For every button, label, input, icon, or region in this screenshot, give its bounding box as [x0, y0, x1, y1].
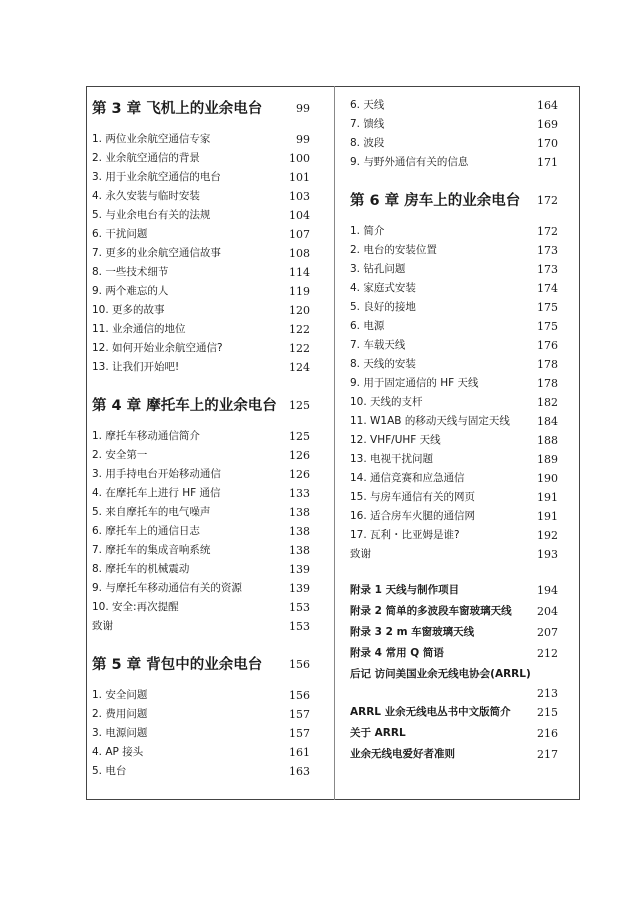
- entry-title: 3. 用手持电台开始移动通信: [92, 468, 221, 480]
- entry-page: 175: [537, 301, 558, 314]
- toc-entry[interactable]: [350, 134, 558, 153]
- entry-page: 108: [289, 247, 310, 260]
- toc-entry[interactable]: [92, 705, 310, 724]
- toc-entry[interactable]: [92, 503, 310, 522]
- entry-page: 119: [289, 285, 310, 298]
- entry-title: 关于 ARRL: [350, 727, 406, 739]
- chapter-3-heading[interactable]: [92, 96, 310, 122]
- toc-entry[interactable]: [92, 225, 310, 244]
- toc-entry[interactable]: [92, 617, 310, 636]
- entry-title: 6. 电源: [350, 320, 385, 332]
- extra-entries: [350, 702, 558, 765]
- appendix-entries: [350, 580, 558, 664]
- toc-entry[interactable]: [92, 446, 310, 465]
- entry-page: 169: [537, 118, 558, 131]
- afterword-page: 213: [537, 687, 558, 700]
- entry-page: 173: [537, 244, 558, 257]
- entry-title: 11. W1AB 的移动天线与固定天线: [350, 415, 510, 427]
- entry-page: 204: [537, 605, 558, 618]
- toc-entry[interactable]: [350, 545, 558, 564]
- toc-entry[interactable]: [350, 744, 558, 765]
- chapter-4-entries: [92, 427, 310, 636]
- entry-title: 12. VHF/UHF 天线: [350, 434, 441, 446]
- entry-title: 后记 访问美国业余无线电协会(ARRL): [350, 668, 531, 680]
- toc-entry[interactable]: [92, 484, 310, 503]
- column-divider: [334, 86, 335, 800]
- entry-title: 8. 摩托车的机械震动: [92, 563, 190, 575]
- toc-entry[interactable]: [92, 263, 310, 282]
- entry-page: 156: [289, 689, 310, 702]
- chapter-title: 第 3 章 飞机上的业余电台: [92, 101, 263, 117]
- entry-page: 138: [289, 506, 310, 519]
- toc-entry[interactable]: [350, 412, 558, 431]
- toc-entry[interactable]: [350, 622, 558, 643]
- entry-page: 217: [537, 748, 558, 761]
- entry-page: 107: [289, 228, 310, 241]
- entry-page: 124: [289, 361, 310, 374]
- entry-page: 215: [537, 706, 558, 719]
- entry-title: 2. 电台的安装位置: [350, 244, 437, 256]
- toc-entry[interactable]: [350, 601, 558, 622]
- entry-page: 194: [537, 584, 558, 597]
- entry-title: 5. 来自摩托车的电气噪声: [92, 506, 211, 518]
- toc-entry[interactable]: [350, 431, 558, 450]
- entry-title: 附录 1 天线与制作项目: [350, 584, 460, 596]
- entry-page: 163: [289, 765, 310, 778]
- entry-title: 1. 简介: [350, 225, 385, 237]
- toc-entry[interactable]: [350, 336, 558, 355]
- entry-title: 9. 与摩托车移动通信有关的资源: [92, 582, 242, 594]
- entry-page: 100: [289, 152, 310, 165]
- entry-page: 164: [537, 99, 558, 112]
- toc-entry[interactable]: [92, 579, 310, 598]
- toc-right-column: [350, 96, 558, 765]
- entry-title: 2. 费用问题: [92, 708, 148, 720]
- entry-title: 8. 一些技术细节: [92, 266, 169, 278]
- entry-page: 182: [537, 396, 558, 409]
- toc-entry[interactable]: [350, 507, 558, 526]
- toc-entry[interactable]: [350, 222, 558, 241]
- entry-title: 14. 通信竞赛和应急通信: [350, 472, 465, 484]
- toc-entry[interactable]: [92, 743, 310, 762]
- entry-title: 5. 良好的接地: [350, 301, 416, 313]
- chapter-title: 第 4 章 摩托车上的业余电台: [92, 398, 277, 414]
- entry-title: 1. 安全问题: [92, 689, 148, 701]
- entry-page: 175: [537, 320, 558, 333]
- toc-entry[interactable]: [92, 465, 310, 484]
- afterword-entry[interactable]: [350, 664, 558, 685]
- entry-title: 业余无线电爱好者准则: [350, 748, 455, 760]
- entry-page: 178: [537, 377, 558, 390]
- toc-entry[interactable]: [92, 598, 310, 617]
- entry-title: 2. 业余航空通信的背景: [92, 152, 200, 164]
- toc-entry[interactable]: [92, 206, 310, 225]
- toc-entry[interactable]: [92, 724, 310, 743]
- toc-entry[interactable]: [92, 149, 310, 168]
- entry-page: 125: [289, 430, 310, 443]
- chapter-6-heading[interactable]: [350, 188, 558, 214]
- entry-page: 101: [289, 171, 310, 184]
- entry-title: 7. 车载天线: [350, 339, 406, 351]
- toc-entry[interactable]: [350, 96, 558, 115]
- entry-page: 122: [289, 342, 310, 355]
- entry-title: 4. 在摩托车上进行 HF 通信: [92, 487, 221, 499]
- entry-title: 11. 业余通信的地位: [92, 323, 186, 335]
- chapter-page: 125: [289, 399, 310, 412]
- entry-page: 120: [289, 304, 310, 317]
- entry-title: 6. 天线: [350, 99, 385, 111]
- entry-page: 170: [537, 137, 558, 150]
- toc-entry[interactable]: [350, 393, 558, 412]
- entry-page: 153: [289, 601, 310, 614]
- entry-title: 17. 瓦利・比亚姆是谁?: [350, 529, 460, 541]
- chapter-4-heading[interactable]: [92, 393, 310, 419]
- entry-title: 15. 与房车通信有关的网页: [350, 491, 476, 503]
- entry-title: 2. 安全第一: [92, 449, 148, 461]
- toc-entry[interactable]: [92, 541, 310, 560]
- entry-title: 9. 两个难忘的人: [92, 285, 169, 297]
- entry-title: 4. 家庭式安装: [350, 282, 416, 294]
- chapter-page: 156: [289, 658, 310, 671]
- entry-title: 1. 两位业余航空通信专家: [92, 133, 211, 145]
- entry-title: 6. 干扰问题: [92, 228, 148, 240]
- chapter-6-entries: [350, 222, 558, 564]
- entry-page: 126: [289, 468, 310, 481]
- chapter-5-heading[interactable]: [92, 652, 310, 678]
- entry-page: 138: [289, 525, 310, 538]
- chapter-title: 第 5 章 背包中的业余电台: [92, 657, 263, 673]
- entry-page: 188: [537, 434, 558, 447]
- entry-page: 114: [289, 266, 310, 279]
- entry-page: 191: [537, 510, 558, 523]
- toc-entry[interactable]: [350, 241, 558, 260]
- toc-entry[interactable]: [350, 702, 558, 723]
- chapter-title: 第 6 章 房车上的业余电台: [350, 193, 521, 209]
- entry-page: 193: [537, 548, 558, 561]
- entry-page: 139: [289, 563, 310, 576]
- toc-entry[interactable]: [350, 298, 558, 317]
- toc-entry[interactable]: [350, 450, 558, 469]
- entry-title: 9. 用于固定通信的 HF 天线: [350, 377, 479, 389]
- toc-entry[interactable]: [350, 526, 558, 545]
- entry-page: 157: [289, 708, 310, 721]
- toc-entry[interactable]: [92, 130, 310, 149]
- toc-entry[interactable]: [350, 279, 558, 298]
- toc-entry[interactable]: [92, 187, 310, 206]
- toc-entry[interactable]: [92, 282, 310, 301]
- entry-page: 122: [289, 323, 310, 336]
- entry-page: 157: [289, 727, 310, 740]
- entry-title: 附录 3 2 m 车窗玻璃天线: [350, 626, 475, 638]
- entry-title: 7. 摩托车的集成音响系统: [92, 544, 211, 556]
- entry-title: 16. 适合房车火腿的通信网: [350, 510, 476, 522]
- toc-entry[interactable]: [92, 427, 310, 446]
- toc-entry[interactable]: [92, 358, 310, 377]
- toc-entry[interactable]: [350, 488, 558, 507]
- entry-page: 171: [537, 156, 558, 169]
- entry-title: 3. 电源问题: [92, 727, 148, 739]
- entry-title: 6. 摩托车上的通信日志: [92, 525, 200, 537]
- toc-entry[interactable]: [350, 580, 558, 601]
- toc-entry[interactable]: [350, 374, 558, 393]
- toc-entry[interactable]: [350, 317, 558, 336]
- toc-entry[interactable]: [350, 260, 558, 279]
- entry-title: 3. 钻孔问题: [350, 263, 406, 275]
- entry-page: 184: [537, 415, 558, 428]
- entry-page: 174: [537, 282, 558, 295]
- entry-page: 103: [289, 190, 310, 203]
- entry-title: 10. 更多的故事: [92, 304, 165, 316]
- entry-page: 161: [289, 746, 310, 759]
- entry-page: 153: [289, 620, 310, 633]
- entry-title: 13. 电视干扰问题: [350, 453, 434, 465]
- entry-title: ARRL 业余无线电丛书中文版简介: [350, 706, 511, 718]
- chapter-5-entries: [92, 686, 310, 781]
- toc-entry[interactable]: [92, 522, 310, 541]
- entry-page: 104: [289, 209, 310, 222]
- entry-title: 8. 天线的安装: [350, 358, 416, 370]
- toc-entry[interactable]: [92, 320, 310, 339]
- toc-entry[interactable]: [350, 355, 558, 374]
- toc-entry[interactable]: [92, 686, 310, 705]
- entry-page: 207: [537, 626, 558, 639]
- entry-title: 4. AP 接头: [92, 746, 144, 758]
- toc-entry[interactable]: [92, 339, 310, 358]
- entry-title: 7. 更多的业余航空通信故事: [92, 247, 221, 259]
- entry-page: 172: [537, 225, 558, 238]
- entry-title: 13. 让我们开始吧!: [92, 361, 180, 373]
- entry-title: 5. 电台: [92, 765, 127, 777]
- toc-entry[interactable]: [92, 560, 310, 579]
- entry-title: 1. 摩托车移动通信简介: [92, 430, 200, 442]
- entry-title: 附录 4 常用 Q 简语: [350, 647, 444, 659]
- entry-title: 5. 与业余电台有关的法规: [92, 209, 211, 221]
- entry-page: 133: [289, 487, 310, 500]
- entry-page: 139: [289, 582, 310, 595]
- entry-page: 212: [537, 647, 558, 660]
- entry-title: 4. 永久安装与临时安装: [92, 190, 200, 202]
- entry-title: 10. 天线的支杆: [350, 396, 423, 408]
- chapter-3-entries: [92, 130, 310, 377]
- entry-title: 3. 用于业余航空通信的电台: [92, 171, 221, 183]
- entry-page: 176: [537, 339, 558, 352]
- toc-entry[interactable]: [350, 153, 558, 172]
- entry-title: 8. 波段: [350, 137, 385, 149]
- toc-entry[interactable]: [92, 301, 310, 320]
- entry-page: 178: [537, 358, 558, 371]
- entry-page: 173: [537, 263, 558, 276]
- chapter-page: 99: [296, 102, 310, 115]
- toc-entry[interactable]: [92, 168, 310, 187]
- entry-page: 216: [537, 727, 558, 740]
- entry-page: 189: [537, 453, 558, 466]
- chapter-page: 172: [537, 194, 558, 207]
- toc-entry[interactable]: [92, 762, 310, 781]
- entry-page: 191: [537, 491, 558, 504]
- entry-page: 192: [537, 529, 558, 542]
- entry-page: 99: [296, 133, 310, 146]
- entry-page: 126: [289, 449, 310, 462]
- entry-page: 138: [289, 544, 310, 557]
- toc-entry[interactable]: [350, 115, 558, 134]
- toc-entry[interactable]: [350, 723, 558, 744]
- toc-entry[interactable]: [350, 643, 558, 664]
- entry-title: 致谢: [92, 620, 113, 632]
- entry-title: 10. 安全:再次提醒: [92, 601, 179, 613]
- entry-title: 12. 如何开始业余航空通信?: [92, 342, 223, 354]
- toc-entry[interactable]: [92, 244, 310, 263]
- entry-title: 7. 馈线: [350, 118, 385, 130]
- toc-left-column: [92, 96, 310, 781]
- entry-title: 致谢: [350, 548, 371, 560]
- chapter-5-continued-entries: [350, 96, 558, 172]
- toc-entry[interactable]: [350, 469, 558, 488]
- entry-page: 190: [537, 472, 558, 485]
- entry-title: 附录 2 简单的多波段车窗玻璃天线: [350, 605, 512, 617]
- entry-title: 9. 与野外通信有关的信息: [350, 156, 469, 168]
